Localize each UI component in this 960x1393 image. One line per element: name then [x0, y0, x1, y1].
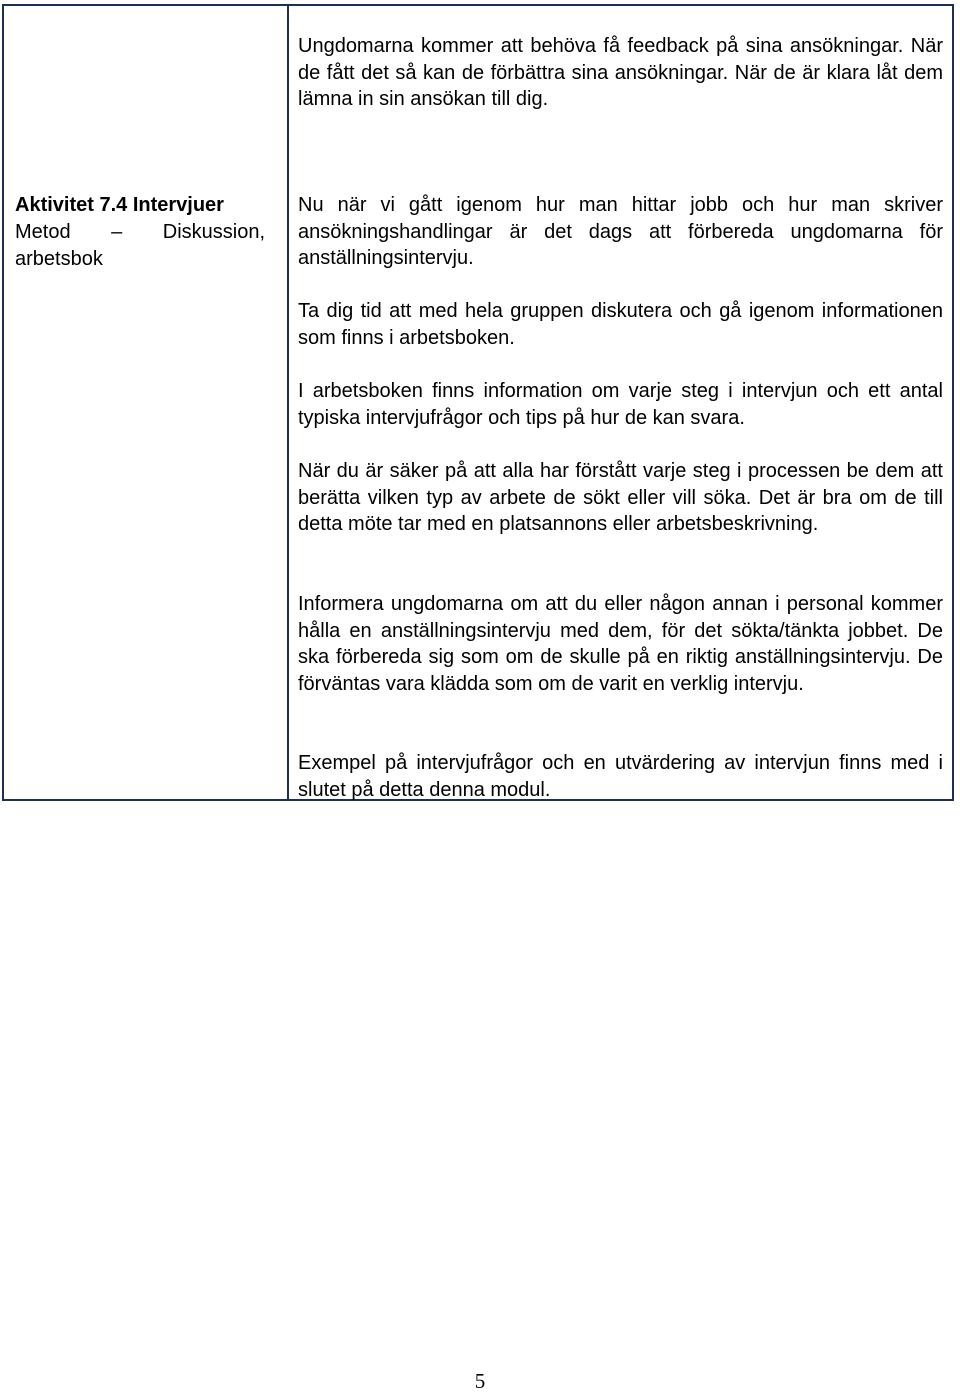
paragraph-job-type: När du är säker på att alla har förstått varje steg i processen be dem att berätta vilken typ av arbete de sökt eller vill söka. Det är bra om de till detta möte tar med en platsannons eller arbetsbeskrivning. [298, 460, 943, 536]
activity-method: Metod – Diskussion, arbetsbok [15, 221, 265, 270]
page-number: 5 [474, 1369, 486, 1393]
paragraph-workbook-info: I arbetsboken finns information om varje steg i intervjun och ett antal typiska intervjufrågor och tips på hur de kan svara. [298, 380, 943, 429]
table-left-cell [4, 6, 287, 799]
paragraph-inform-interview: Informera ungdomarna om att du eller någon annan i personal kommer hålla en anställningsintervju med dem, för det sökta/tänkta jobbet. De ska förbereda sig som om de skulle på en riktig anställningsintervju. De förväntas vara klädda som om de varit en verklig intervju. [298, 593, 943, 695]
paragraph-examples: Exempel på intervjufrågor och en utvärdering av intervjun finns med i slutet på detta denna modul. [298, 752, 943, 801]
activity-table [2, 4, 954, 801]
paragraph-intro-interview: Nu när vi gått igenom hur man hittar jobb och hur man skriver ansökningshandlingar är det dags att förbereda ungdomarna för anställningsintervju. [298, 194, 943, 270]
paragraph-feedback: Ungdomarna kommer att behöva få feedback på sina ansökningar. När de fått det så kan de förbättra sina ansökningar. När de är klara låt dem lämna in sin ansökan till dig. [298, 35, 943, 111]
activity-title: Aktivitet 7.4 Intervjuer [15, 194, 224, 216]
table-right-cell [289, 6, 952, 799]
paragraph-discuss: Ta dig tid att med hela gruppen diskutera och gå igenom informationen som finns i arbetsboken. [298, 300, 943, 349]
